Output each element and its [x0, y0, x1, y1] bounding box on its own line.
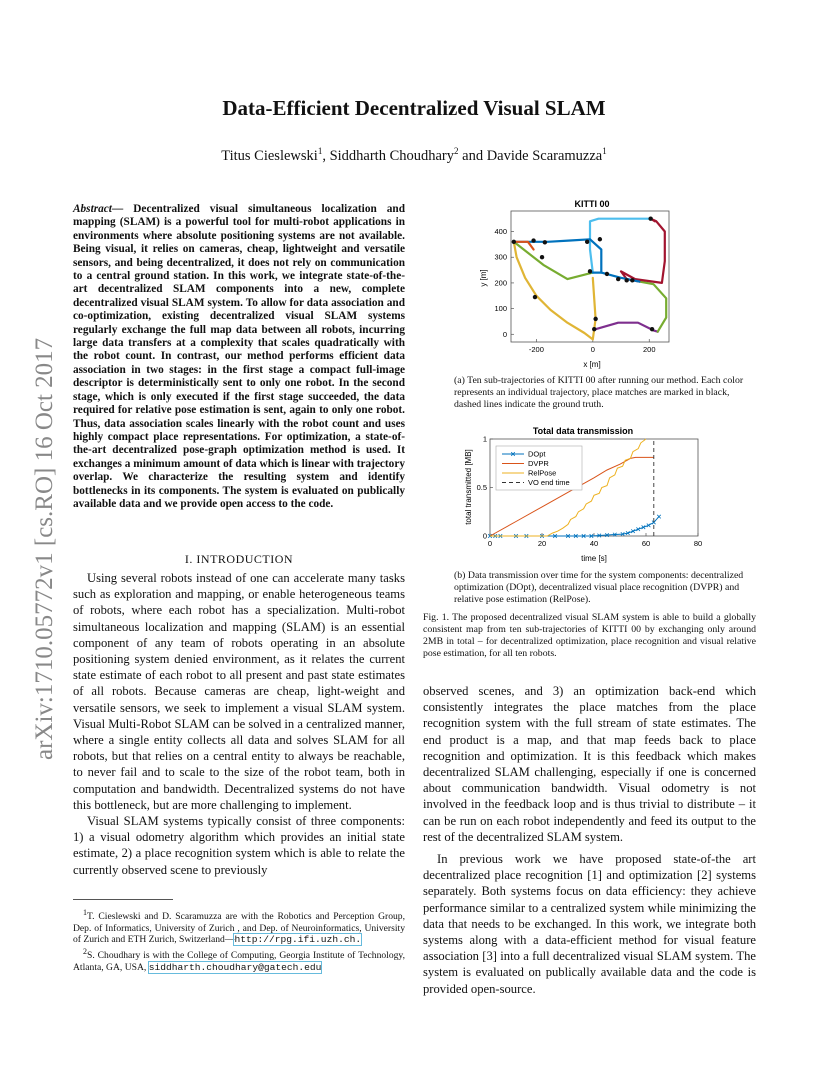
y-tick-label: 300 [494, 252, 507, 262]
chart-legend [496, 446, 582, 490]
y-tick-label: 0 [502, 329, 507, 339]
footnote-text: S. Choudhary is with the College of Computing, Georgia Institute of Technology, Atlanta, GA, USA, [73, 950, 405, 973]
place-match-marker [648, 217, 652, 221]
arxiv-id-text: arXiv:1710.05772v1 [cs.RO] 16 Oct 2017 [31, 337, 58, 760]
chart-title: KITTI 00 [574, 199, 610, 209]
author-separator: and [458, 147, 487, 164]
place-match-marker [531, 238, 535, 242]
place-match-marker [588, 269, 592, 273]
place-match-marker [624, 278, 628, 282]
trajectory-line [514, 242, 593, 279]
place-match-marker [540, 255, 544, 259]
footnotes [73, 907, 405, 973]
place-match-marker [593, 317, 597, 321]
x-tick-label: 60 [641, 539, 651, 548]
affiliation-mark: 1 [317, 146, 323, 156]
paragraph: Visual SLAM systems typically consist of three components: 1) a visual odometry algorithm which provides an initial state estimate, 2) a place recognition system which is able to relate the currently observed scene to previously [73, 814, 405, 877]
data-transmission-chart [460, 424, 710, 566]
data-point-marker [657, 515, 661, 519]
author-2: Siddharth Choudhary [329, 147, 455, 164]
legend-label: VO end time [528, 478, 570, 487]
author-1: Titus Cieslewski [221, 147, 318, 164]
legend-label: DOpt [528, 449, 546, 459]
figure-caption: Fig. 1. The proposed decentralized visual SLAM system is able to build a globally consistent map from ten sub-trajectories of KITTI 00 by exchanging only around 2MB in total – for decentralized optimization, place recognition and visual relative pose estimation, for all ten robots. [423, 612, 756, 659]
place-match-marker [543, 240, 547, 244]
place-match-marker [616, 277, 620, 281]
affiliation-mark: 2 [454, 146, 459, 156]
paragraph: observed scenes, and 3) an optimization back-end which consistently integrates the place matches from the place recognition system with the full stream of state estimates. The end product is a map, and that map feeds back to place recognition and optimization. It is this feedback which makes decentralized SLAM challenging, especially if one is concerned about communication bandwidth. Visual odometry is not involved in the feedback loop and is thus trivial to distribute – it can be run on each robot independently and feed its output to the rest of the decentralized SLAM system. [423, 684, 756, 844]
trajectory-line [590, 219, 651, 273]
x-axis-label: time [s] [581, 554, 607, 563]
trajectory-lines [514, 219, 666, 340]
y-tick-label: 0.5 [476, 483, 487, 492]
x-axis-label: x [m] [583, 360, 601, 369]
footnote-mark: 1 [83, 908, 87, 917]
author-separator: , [322, 147, 330, 164]
subfigure-caption-a: (a) Ten sub-trajectories of KITTI 00 after running our method. Each color represents an individual trajectory, place matches are marked in black, dashed lines indicate the ground truth. [454, 375, 744, 410]
x-tick-label: 0 [590, 345, 595, 354]
right-column-body [423, 683, 756, 997]
x-tick-label: 0 [487, 539, 493, 548]
subfigure-caption-b: (b) Data transmission over time for the system components: decentralized optimization (DOpt), decentralized visual place recognition (DVPR) and relative pose estimation (RelPose). [454, 570, 744, 605]
footnote-1 [73, 907, 405, 946]
paper-title: Data-Efficient Decentralized Visual SLAM [222, 96, 606, 120]
footnote-rule [73, 899, 173, 900]
author-list [0, 146, 828, 165]
footnote-2 [73, 946, 405, 973]
abstract-text: Decentralized visual simultaneous localization and mapping (SLAM) is a powerful tool for multi-robot applications in environments where absolute positioning systems are not available. Being visual, it relies on cameras, cheap, lightweight and versatile sensors, and being decentralized, it does not rely on communication to a central ground station. In this work, we integrate state-of-the-art decentralized SLAM components into a new, complete decentralized visual SLAM system. To allow for data association and co-optimization, existing decentralized visual SLAM systems regularly exchange the full map data between all robots, incurring large data transfers at a complexity that scales quadratically with the robot count. In contrast, our method performs efficient data association in two stages: in the first stage a compact full-image descriptor is deterministically sent to only one robot. In the second stage, which is only executed if the first stage succeeded, the data required for relative pose estimation is sent, again to only one robot. Thus, data association scales linearly with the robot count and uses highly compact place representations. For optimization, a state-of-the-art decentralized pose-graph optimization method is used. It exchanges a minimum amount of data which is linear with trajectory overlap. We characterize the resulting system and identify bottlenecks in its components. The system is evaluated on publically available data and we provide open access to the code. [73, 203, 405, 510]
arxiv-identifier [8, 290, 64, 760]
paragraph: Using several robots instead of one can accelerate many tasks such as exploration and mapping, or enable heterogeneous teams of robots, where each robot has a specialization. Multi-robot simultaneous localization and mapping (SLAM) is an essential component of any team of robots operating in an absolute positioning system denied environment, as it relates the current state estimate of each robot to all present and past state estimates of all robots. Because cameras are cheap, light-weight and versatile sensors, we seek to implement a visual SLAM system. Visual Multi-Robot SLAM can be solved in a centralized manner, where a single entity collects all data and solves SLAM for all robots, but that relies on a central entity to always be reachable, to never fail and to scale to the size of the robot team, both in computation and bandwidth. Decentralized systems do not have this bottleneck, but are more challenging to implement. [73, 571, 405, 812]
place-match-markers [512, 217, 655, 332]
x-tick-label: 20 [537, 539, 547, 548]
place-match-marker [598, 237, 602, 241]
x-tick-label: 200 [642, 345, 656, 354]
place-match-marker [650, 327, 654, 331]
y-tick-label: 200 [494, 278, 507, 288]
legend-label: RelPose [528, 468, 557, 478]
trajectory-line [536, 278, 595, 340]
y-tick-label: 400 [494, 227, 507, 237]
x-tick-label: -200 [528, 345, 544, 354]
footnote-link[interactable]: http://rpg.ifi.uzh.ch. [234, 934, 362, 946]
place-match-marker [605, 272, 609, 276]
y-axis-label: y [m] [479, 269, 488, 287]
footnote-mark: 2 [83, 946, 87, 956]
paragraph: In previous work we have proposed state-of-the art decentralized place recognition [1] and optimization [2] systems separately. Both systems focus on data efficiency: they achieve performance similar to a centralized system while minimizing the data that needs to be exchanged. In this work, we integrate both systems along with a data-efficient method for visual feature association [3] into a full decentralized visual SLAM system. The system is evaluated on publically available data and the code is provided open-source. [423, 852, 756, 996]
place-match-marker [533, 295, 537, 299]
chart-title: Total data transmission [532, 426, 634, 436]
affiliation-mark: 1 [602, 146, 607, 156]
trajectory-line [621, 219, 665, 283]
trajectory-line [514, 239, 602, 272]
section-heading: I. INTRODUCTION [184, 552, 294, 566]
place-match-marker [512, 240, 516, 244]
y-tick-label: 0 [482, 531, 487, 541]
x-tick-label: 80 [693, 539, 703, 548]
abstract-label: Abstract [73, 203, 112, 215]
trajectory-line [596, 323, 658, 332]
y-tick-label: 100 [494, 304, 507, 314]
abstract [73, 203, 405, 511]
footnote-text: T. Cieslewski and D. Scaramuzza are with the Robotics and Perception Group, Dep. of Informatics, University of Zurich , and Dep. of Neuroinformatics, University of Zurich and ETH Zurich, Switzerland— [73, 911, 405, 946]
y-axis-label: total transmitted [MB] [464, 449, 473, 525]
place-match-marker [592, 327, 596, 331]
legend-label: DVPR [528, 459, 549, 468]
series-line [490, 517, 659, 536]
author-3: Davide Scaramuzza [486, 147, 603, 164]
left-column-body [73, 570, 405, 878]
kitti-trajectory-chart [468, 196, 698, 372]
place-match-marker [585, 240, 589, 244]
y-tick-label: 1 [482, 434, 487, 444]
abstract-dash: — [111, 203, 134, 215]
footnote-email-link[interactable]: siddharth.choudhary@gatech.edu [148, 961, 322, 973]
place-match-marker [630, 278, 634, 282]
x-tick-label: 40 [589, 539, 599, 548]
